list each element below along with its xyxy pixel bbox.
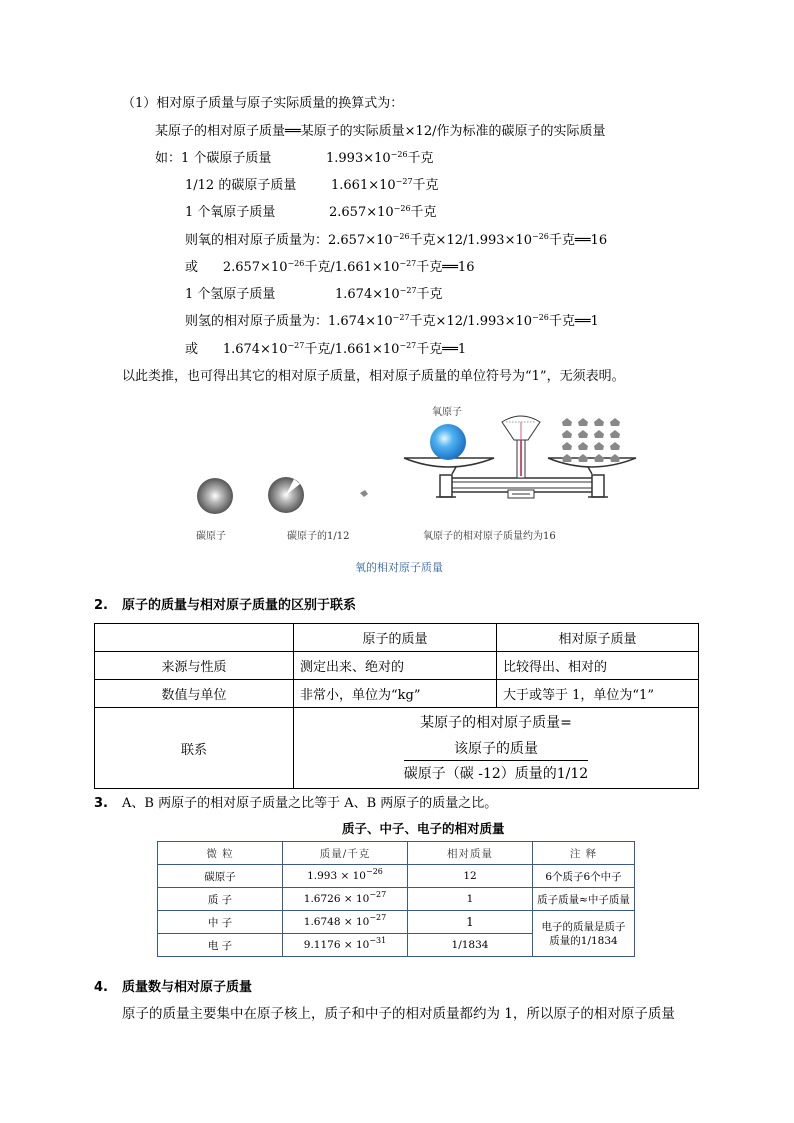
table-cell: $9.1176 \times 10^{-31}$ — [283, 934, 408, 957]
table-header-cell: 质量/千克 — [283, 842, 408, 865]
link-formula-top: 某原子的相对原子质量= — [420, 714, 572, 731]
carbon-fragments-group — [562, 418, 620, 462]
table-header-cell: 微 粒 — [158, 842, 283, 865]
table-header-row — [95, 624, 699, 652]
table-cell: $1.993 \times 10^{-26}$ — [283, 865, 408, 888]
carbon-mass-label: 如：1 个碳原子质量 — [155, 151, 272, 166]
mass-comparison-table — [94, 623, 699, 789]
section2-title: 原子的质量与相对原子质量的区别于联系 — [122, 598, 357, 613]
table-cell: 电 子 — [158, 934, 283, 957]
table-cell: 质 子 — [158, 888, 283, 911]
table-cell: 数值与单位 — [95, 680, 294, 708]
table-row — [158, 865, 635, 888]
carbon-atom-label: 碳原子 — [196, 531, 226, 542]
table-cell: 6个质子6个中子 — [533, 865, 635, 888]
particle-mass-table — [157, 841, 635, 957]
oxygen-calc: 则氧的相对原子质量为：$2.657\times 10^{-26}$千克$\times 12/1.993\times 10^{-26}$千克══16 — [185, 232, 608, 248]
carbon-twelfth-label-fig: 碳原子的1/12 — [287, 531, 350, 542]
section1-heading: （1）相对原子质量与原子实际质量的换算式为： — [122, 96, 404, 111]
table-cell: 比较得出、相对的 — [497, 652, 699, 680]
hydrogen-mass-value: $1.674\times 10^{-27}$千克 — [335, 286, 443, 302]
oxygen-mass-value: $2.657\times 10^{-26}$千克 — [329, 204, 437, 220]
table-cell: 碳原子 — [158, 865, 283, 888]
table-cell: 中 子 — [158, 911, 283, 934]
table-row — [95, 680, 699, 708]
table-header-row — [158, 842, 635, 865]
table-cell: 测定出来、绝对的 — [294, 652, 497, 680]
table-cell: 1/1834 — [408, 934, 533, 957]
table-row — [158, 888, 635, 911]
link-formula-fraction — [404, 736, 588, 783]
section3-number: 3. — [94, 796, 108, 811]
carbon-twelfth-label: 1/12 的碳原子质量 — [185, 178, 297, 193]
particle-table-title: 质子、中子、电子的相对质量 — [342, 821, 505, 836]
oxygen-alt-calc: 或 $2.657\times 10^{-26}$千克$/1.661\times 10^{-27}$千克══16 — [185, 259, 475, 275]
oxygen-atom-icon — [430, 424, 466, 460]
figure-caption: 氧的相对原子质量 — [355, 561, 443, 574]
table-cell: 非常小，单位为“kg” — [294, 680, 497, 708]
balance-label: 氧原子的相对原子质量约为16 — [423, 531, 556, 542]
table-row — [95, 652, 699, 680]
table-header-cell: 注 释 — [533, 842, 635, 865]
table-cell: 1 — [408, 888, 533, 911]
link-formula-numerator: 该原子的质量 — [404, 736, 588, 761]
section4-number: 4. — [94, 980, 108, 995]
table-cell: 质子质量≈中子质量 — [533, 888, 635, 911]
table-header-cell: 原子的质量 — [294, 624, 497, 652]
carbon-mass-value: $1.993\times 10^{-26}$千克 — [326, 150, 434, 166]
hydrogen-mass-label: 1 个氢原子质量 — [185, 287, 276, 302]
oxygen-atom-label: 氧原子 — [432, 407, 462, 418]
table-cell: 大于或等于 1，单位为“1” — [497, 680, 699, 708]
carbon-twelfth-value: $1.661\times 10^{-27}$千克 — [331, 177, 439, 193]
fragment-icon — [360, 490, 368, 497]
link-label: 联系 — [95, 708, 294, 789]
table-header-cell: 相对质量 — [408, 842, 533, 865]
table-header-cell — [95, 624, 294, 652]
table-cell: 12 — [408, 865, 533, 888]
table-cell: $1.6748 \times 10^{-27}$ — [283, 911, 408, 934]
table-cell: $1.6726 \times 10^{-27}$ — [283, 888, 408, 911]
table-row — [158, 911, 635, 934]
hydrogen-calc: 则氢的相对原子质量为：$1.674\times 10^{-27}$千克$\times 12/1.993\times 10^{-26}$千克══1 — [185, 313, 599, 329]
table-cell: 来源与性质 — [95, 652, 294, 680]
oxygen-balance-figure — [190, 398, 640, 558]
table-cell: 1 — [408, 911, 533, 934]
section4-text: 原子的质量主要集中在原子核上，质子和中子的相对质量都约为 1，所以原子的相对原子质量 — [122, 1006, 675, 1022]
oxygen-mass-label: 1 个氧原子质量 — [185, 205, 276, 220]
table-header-cell: 相对原子质量 — [497, 624, 699, 652]
link-formula-cell — [294, 708, 699, 789]
section3-text: A、B 两原子的相对原子质量之比等于 A、B 两原子的质量之比。 — [122, 796, 498, 811]
formula-text: 某原子的相对原子质量══某原子的实际质量×12/作为标准的碳原子的实际质量 — [155, 124, 606, 139]
section2-number: 2. — [94, 598, 108, 613]
table-row — [95, 708, 699, 789]
conclusion-text: 以此类推，也可得出其它的相对原子质量，相对原子质量的单位符号为“1”，无须表明。 — [122, 369, 625, 384]
link-formula-denominator: 碳原子（碳 -12）质量的1/12 — [403, 765, 589, 782]
carbon-atom-icon — [197, 478, 233, 514]
section4-title: 质量数与相对原子质量 — [122, 980, 253, 995]
table-cell: 电子的质量是质子质量的1/1834 — [533, 911, 635, 957]
hydrogen-alt-calc: 或 $1.674\times 10^{-27}$千克$/1.661\times 10^{-27}$千克══1 — [185, 341, 467, 357]
